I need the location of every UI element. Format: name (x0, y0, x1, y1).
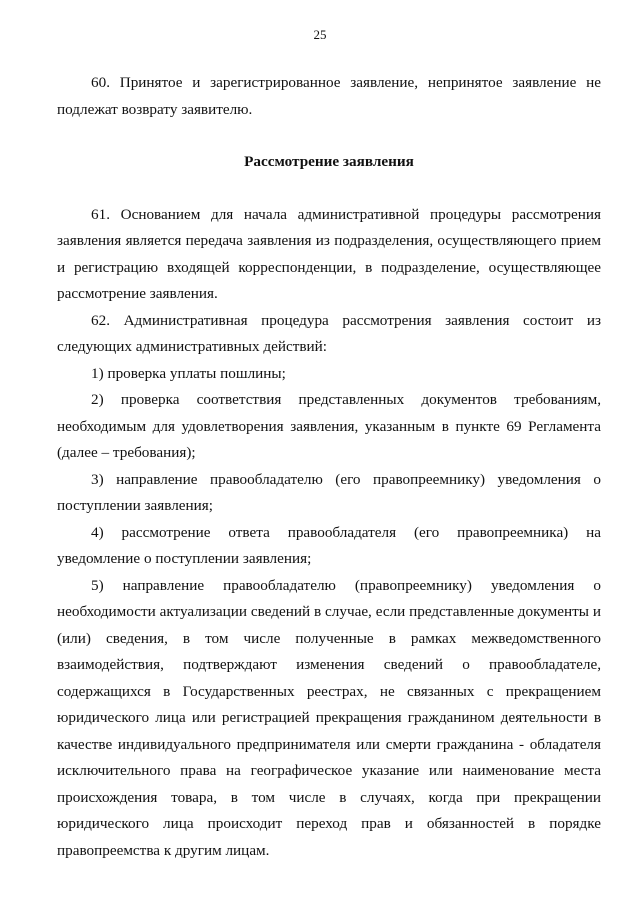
list-item-4: 4) рассмотрение ответа правообладателя (его правопреемника) на уведомление о поступлении заявления; (57, 523, 601, 567)
section-heading: Рассмотрение заявления (244, 153, 414, 170)
list-item-2: 2) проверка соответствия представленных документов требованиям, необходимым для удовлетворения заявления, указанным в пункте 69 Регламента (далее – требования); (57, 391, 601, 461)
list-item-1: 1) проверка уплаты пошлины; (91, 364, 286, 382)
paragraph-62: 62. Административная процедура рассмотрения заявления состоит из следующих административных действий: (57, 311, 601, 355)
list-item-5: 5) направление правообладателю (правопреемнику) уведомления о необходимости актуализации сведений в случае, если представленные документы и (или) сведения, в том числе полученные в рамках межведомственного взаимодействия, подтверждают изменения сведений о правообладателе, содержащихся в Государственных реестрах, не связанных с прекращением юридического лица или регистрацией прекращения гражданином деятельности в качестве индивидуального предпринимателя или смерти гражданина - обладателя исключительного права на географическое указание или наименование места происхождения товара, в том числе в случаях, когда при прекращении юридического лица происходит переход прав и обязанностей в порядке правопреемства к другим лицам. (57, 576, 601, 859)
paragraph-61: 61. Основанием для начала административной процедуры рассмотрения заявления является передача заявления из подразделения, осуществляющего прием и регистрацию входящей корреспонденции, в подразделение, осуществляющее рассмотрение заявления. (57, 205, 601, 302)
list-item-3: 3) направление правообладателю (его правопреемнику) уведомления о поступлении заявления; (57, 470, 601, 514)
document-body (57, 70, 601, 864)
page-number: 25 (313, 27, 327, 42)
paragraph-60: 60. Принятое и зарегистрированное заявление, непринятое заявление не подлежат возврату заявителю. (57, 74, 601, 118)
